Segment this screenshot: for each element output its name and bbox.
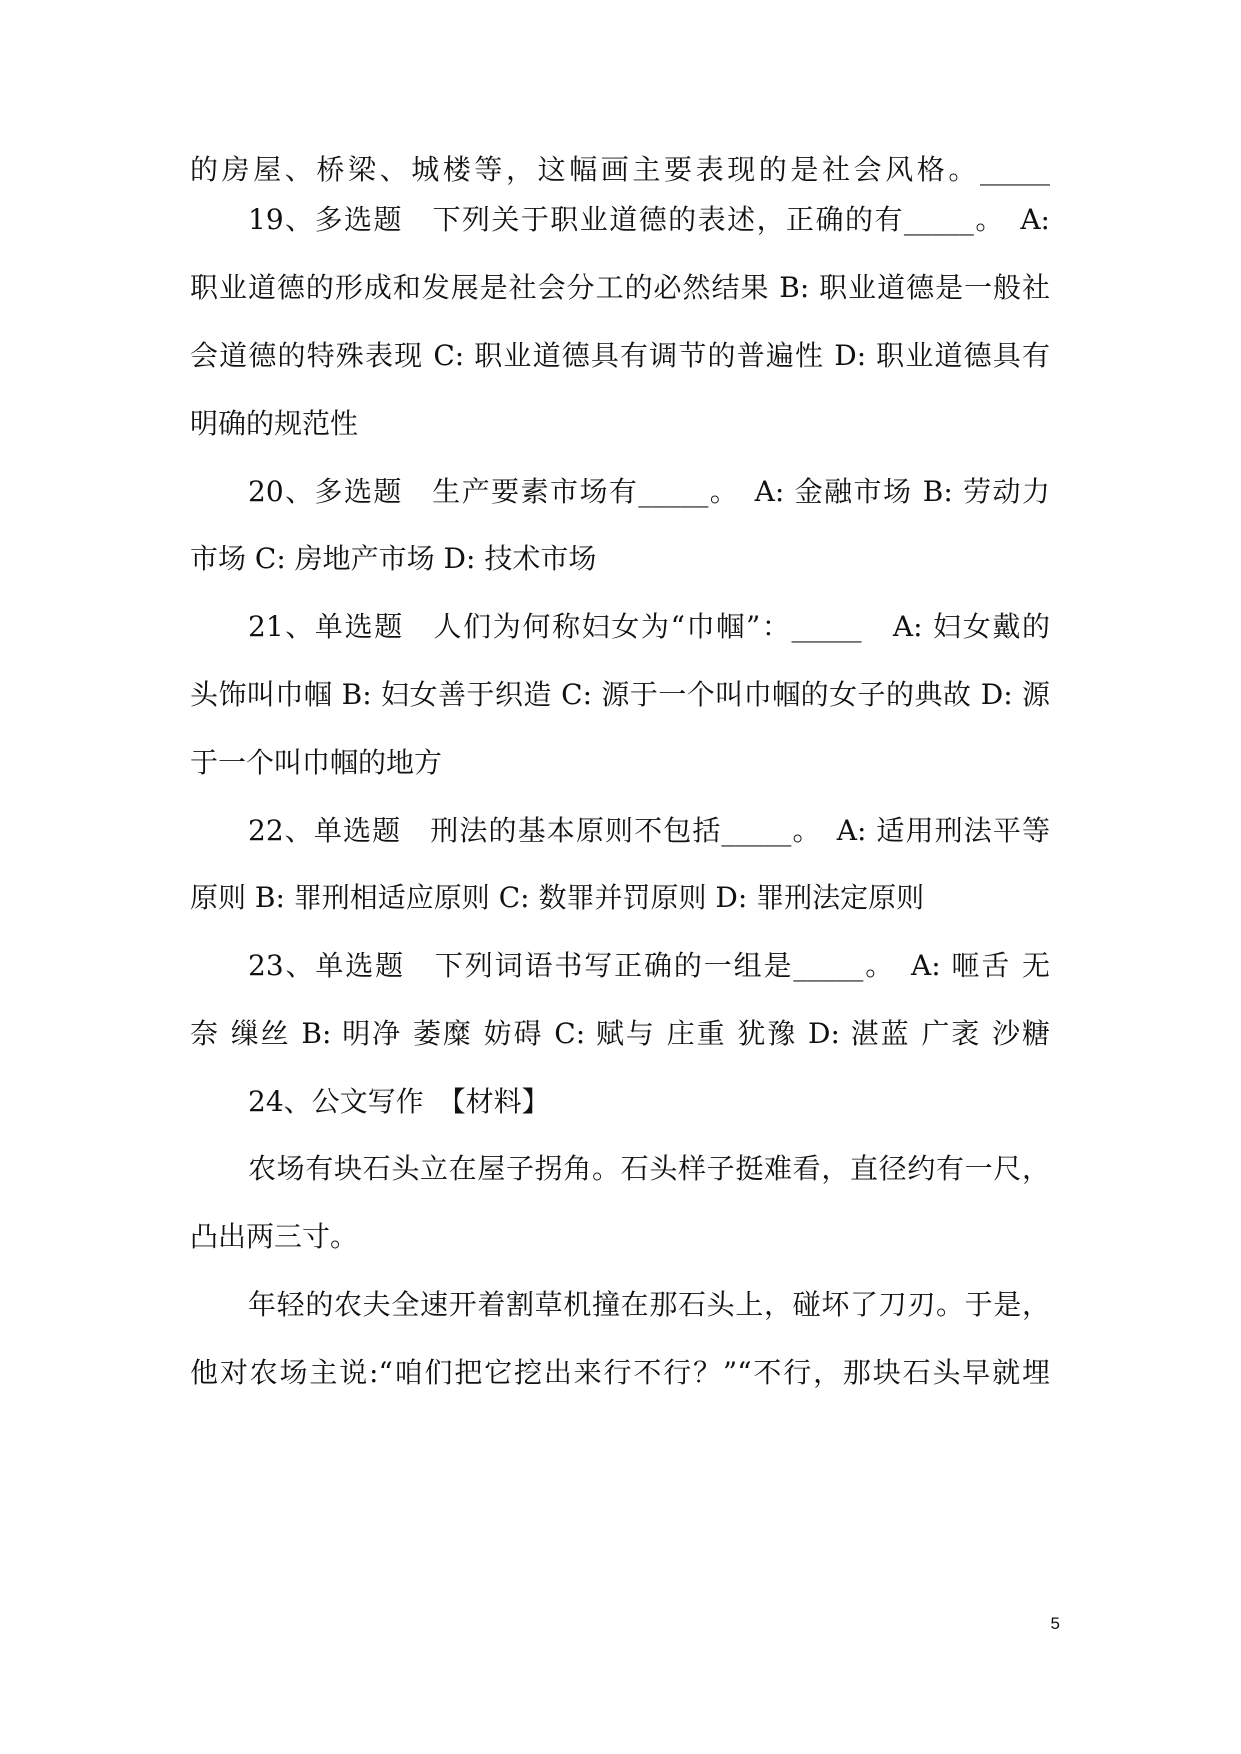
material-paragraph-line: 农场有块石头立在屋子拐角。石头样子挺难看，直径约有一尺， bbox=[248, 1152, 1050, 1185]
text-line: 明确的规范性 bbox=[190, 407, 359, 440]
text-line: 职业道德的形成和发展是社会分工的必然结果 B: 职业道德是一般社 bbox=[190, 271, 1050, 304]
text-line: 凸出两三寸。 bbox=[190, 1220, 359, 1253]
question-20-line: 20、多选题 生产要素市场有_____。 A: 金融市场 B: 劳动力 bbox=[248, 475, 1050, 508]
question-19-line: 19、多选题 下列关于职业道德的表述，正确的有_____。 A: bbox=[248, 203, 1050, 236]
text-line: 于一个叫巾帼的地方 bbox=[190, 746, 443, 779]
question-21-line: 21、单选题 人们为何称妇女为“巾帼”：_____ A: 妇女戴的 bbox=[248, 610, 1050, 643]
text-line: 原则 B: 罪刑相适应原则 C: 数罪并罚原则 D: 罪刑法定原则 bbox=[190, 881, 925, 914]
text-line: 奈 缫丝 B: 明净 萎糜 妨碍 C: 赋与 庄重 犹豫 D: 湛蓝 广袤 沙糖 bbox=[190, 1017, 1050, 1050]
text-line: 会道德的特殊表现 C: 职业道德具有调节的普遍性 D: 职业道德具有 bbox=[190, 339, 1050, 372]
text-line: 的房屋、桥梁、城楼等，这幅画主要表现的是社会风格。_____ bbox=[190, 153, 1050, 186]
page-number: 5 bbox=[1050, 1614, 1060, 1633]
text-line: 市场 C: 房地产市场 D: 技术市场 bbox=[190, 542, 597, 575]
question-22-line: 22、单选题 刑法的基本原则不包括_____。 A: 适用刑法平等 bbox=[248, 814, 1050, 847]
question-23-line: 23、单选题 下列词语书写正确的一组是_____。 A: 咂舌 无 bbox=[248, 949, 1050, 982]
text-line: 他对农场主说:“咱们把它挖出来行不行？”“不行，那块石头早就埋 bbox=[190, 1356, 1050, 1389]
question-24-line: 24、公文写作 【材料】 bbox=[248, 1085, 550, 1118]
text-line: 头饰叫巾帼 B: 妇女善于织造 C: 源于一个叫巾帼的女子的典故 D: 源 bbox=[190, 678, 1050, 711]
material-paragraph-line: 年轻的农夫全速开着割草机撞在那石头上，碰坏了刀刃。于是， bbox=[248, 1288, 1050, 1321]
